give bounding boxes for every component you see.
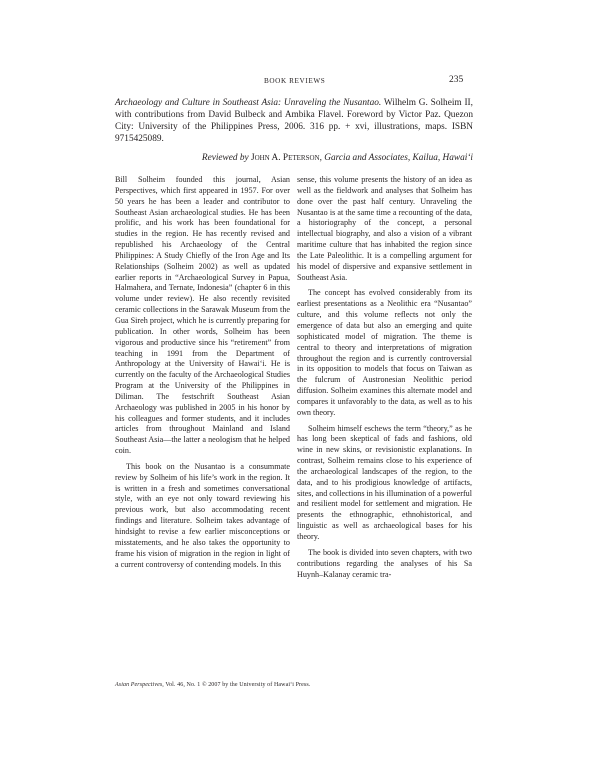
left-paragraph-1: Bill Solheim founded this journal, Asian Perspectives, which first appeared in 1957. For over 50 years he has been a leader and contributor to Southeast Asian archaeological studies. He has been prolific, and his work has been foundational for studies in the region. He has recently revised and republished his Archaeology of the Central Philippines: A Study Chiefly of the Iron Age and Its Relationships (Solheim 2002) as well as updated earlier reports in “Archaeological Survey in Papua, Halmahera, and Ternate, Indonesia” (chapter 6 in this volume under review). He also recently revisited ceramic collections in the Sarawak Museum from the Gua Sireh project, which he is currently preparing for publication. In other words, Solheim has been vigorous and productive since his “retirement” from teaching in 1991 from the Department of Anthropology at the University of Hawai‘i. He is currently on the faculty of the Archaeological Studies Program at the University of the Philippines in Diliman. The festschrift Southeast Asian Archaeology was published in 2005 in his honor by his colleagues and former students, and it includes articles from throughout Mainland and Island Southeast Asia—the latter a neologism that he helped coin. [115,175,290,456]
reviewer-affiliation: , Garcia and Associates, Kailua, Hawai‘i [319,153,473,163]
right-paragraph-2: The concept has evolved considerably from its earliest presentations as a Neolithic era “Nusantao” culture, and this volume reflects not only the emergence of data but also an emerging and quite sophisticated model of migration. The theme is central to theory and interpretations of migration throughout the region and is currently controversial in its opposition to models that focus on Taiwan as the fulcrum of Austronesian Neolithic period diffusion. Solheim examines this alternate model and compares it unfavorably to the data, as well as to his own theory. [297,288,472,417]
book-citation [115,97,473,145]
right-paragraph-3: Solheim himself eschews the term “theory,” as he has long been skeptical of fads and fashions, old wine in new skins, or revisionistic explanations. In contrast, Solheim remains close to his experience of the archaeological landscapes of the region, to the data, and to his prodigious knowledge of artifacts, sites, and collections in his illumination of a powerful and resilient model for settlement and migration. He presents the ethnographic, ethnohistorical, and linguistic as well as archaeological bases for his theory. [297,423,472,541]
running-head: BOOK REVIEWS [264,77,326,85]
footer-details: , Vol. 46, No. 1 © 2007 by the University of Hawai‘i Press. [162,682,311,688]
right-paragraph-1: sense, this volume presents the history of an idea as well as the fieldwork and analyses that Solheim has done over the past half century. Unraveling the Nusantao is at the same time a recounting of the data, a historiography of the concept, a personal intellectual biography, and also a vision of a vibrant maritime culture that has inhabited the region since the Late Paleolithic. It is a compelling argument for his model of dispersive and expansive settlement in Southeast Asia. [297,175,472,282]
reviewer-prefix: Reviewed by [201,153,251,163]
footer-journal: Asian Perspectives [115,682,163,688]
reviewer-name: John A. Peterson [250,153,320,163]
right-column [297,175,472,585]
book-title: Archaeology and Culture in Southeast Asia: Unraveling the Nusantao. [115,98,382,108]
left-paragraph-2: This book on the Nusantao is a consummate review by Solheim of his life’s work in the region. It is written in a fresh and sometimes conversational style, with an eye not only toward reviewing his previous work, but also accommodating recent findings and literature. Solheim takes advantage of hindsight to revise a few earlier misconceptions or misstatements, and he also takes the opportunity to frame his vision of migration in the region in light of a current controversy of contending models. In this [115,461,290,569]
footer-citation [115,682,310,688]
book-details: Wilhelm G. Solheim II, with contributions from David Bulbeck and Ambika Flavel. Foreword by Victor Paz. Quezon City: University of the Philippines Press, 2006. 316 pp. + xvi, illustrations, maps. ISBN 9715425089. [115,98,473,145]
left-column [115,175,290,575]
right-paragraph-4: The book is divided into seven chapters, with two contributions regarding the analyses of his Sa Huynh–Kalanay ceramic tra- [297,547,472,579]
page-number: 235 [449,75,464,85]
reviewer-line [115,152,473,164]
